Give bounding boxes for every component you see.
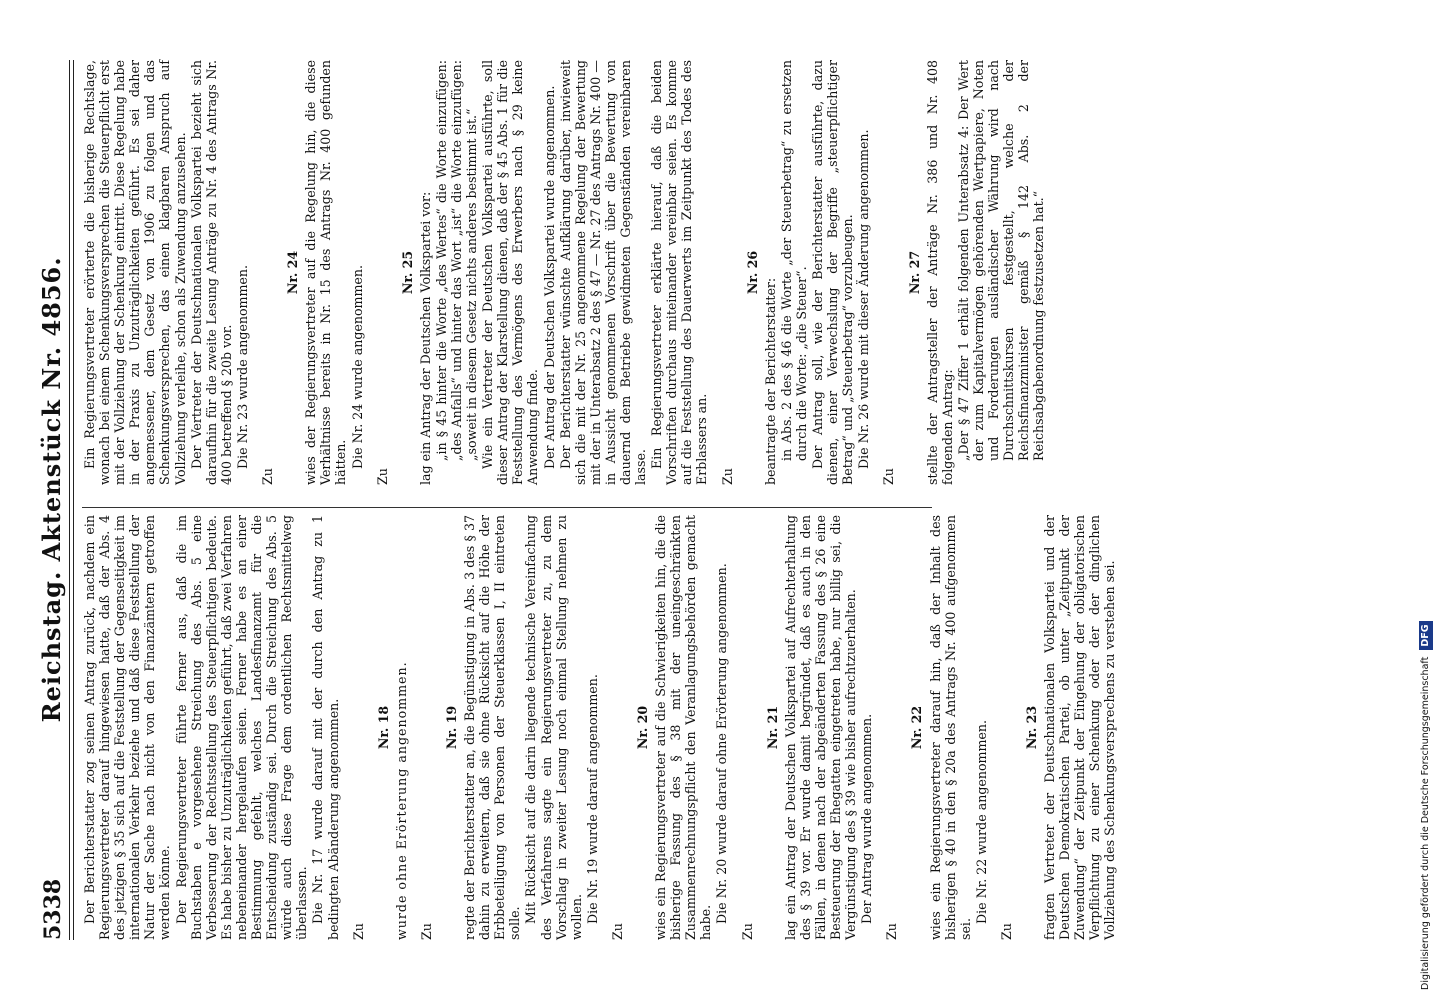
paragraph: regte der Berichterstatter an, die Begünstigung in Abs. 3 des § 37 dahin zu erweitern, daß sie ohne Rücksicht auf die Höhe der Erbbeteiligung von Personen der Steuerklassen I, II eintreten solle. — [462, 515, 523, 940]
section-intro: Zu — [884, 923, 900, 940]
section-heading: Nr. 18 — [375, 705, 391, 750]
section-intro: Zu — [998, 923, 1014, 940]
quoted-motion: „Der § 47 Ziffer 1 erhält folgenden Unterabsatz 4: Der Wert der zum Kapitalvermögen gehörenden Wertpapiere, Noten und Forderungen ausländischer Währung wird nach Durchschnittskursen festgestellt, welche der Reichsfinanzminister gemäß § 142 Abs. 2 der Reichsabgabenordnung festzusetzen hat.“ — [955, 60, 1047, 461]
section-intro: Zu — [739, 923, 755, 940]
page-number: 5338 — [40, 878, 66, 940]
section-intro: Zu — [260, 468, 276, 485]
paragraph: Der Vertreter der Deutschnationalen Volkspartei bezieht sich daraufhin für die zweite Lesung Anträge zu Nr. 4 des Antrags Nr. 400 betreffend § 20b vor. — [188, 60, 234, 485]
paragraph: Mit Rücksicht auf die darin liegende technische Vereinfachung des Verfahrens sagte ein Regierungsvertreter zu, zu dem Vorschlag in zweiter Lesung noch einmal Stellung nehmen zu wollen. — [523, 515, 584, 940]
paragraph: fragten Vertreter der Deutschnationalen Volkspartei und der Deutschen Demokratischen Partei, ob unter „Zeitpunkt der Zuwendung“ der Zeitpunkt der Eingehung der obligatorischen Verpflichtung zu einer Schenkung oder der der dinglichen Vollziehung des Schenkungsversprechens zu verstehen sei. — [1042, 515, 1118, 940]
quoted-motion: in Abs. 2 des § 46 die Worte „der Steuerbetrag“ zu ersetzen durch die Worte: „die Steuer“. — [778, 60, 809, 461]
section-heading: Nr. 21 — [764, 705, 780, 750]
digitization-credit — [1419, 10, 1433, 990]
section-heading: Nr. 19 — [443, 705, 459, 750]
paragraph: stellte der Antragsteller der Anträge Nr. 386 und Nr. 408 folgenden Antrag: — [924, 60, 955, 485]
paragraph: Ein Regierungsvertreter erklärte hierauf, daß die beiden Vorschriften durchaus miteinander vereinbar seien. Es komme auf die Feststellung des Dauerwerts im Zeitpunkt des Todes des Erblassers an. — [649, 60, 710, 485]
page-header — [34, 60, 66, 940]
column-separator — [82, 507, 932, 508]
section-heading: Nr. 27 — [906, 250, 922, 295]
section-intro: Zu — [374, 468, 390, 485]
paragraph: Der Berichterstatter zog seinen Antrag zurück, nachdem ein Regierungsvertreter darauf hingewiesen hatte, daß der Abs. 4 des jetzigen § 35 sich auf die Feststellung der Gegenseitigkeit im internationalen Verkehr beziehe und daß diese Feststellung der Natur der Sache nach nicht von den Finanzämtern getroffen werden könne. — [82, 515, 173, 940]
left-column — [82, 515, 1118, 940]
paragraph: Der Antrag soll, wie der Berichterstatter ausführte, dazu dienen, einer Verwechslung der Begriffe „steuerpflichtiger Betrag“ und „Steuerbetrag“ vorzubeugen. — [810, 60, 856, 485]
paragraph: Die Nr. 17 wurde darauf mit der durch den Antrag zu 1 bedingten Abänderung angenommen. — [310, 515, 341, 940]
quoted-motion: „in § 45 hinter die Worte „des Wertes“ die Worte einzufügen: „des Anfalls“ und hinter das Wort „ist“ die Worte einzufügen: „soweit in diesem Gesetz nichts anderes bestimmt ist.“ — [433, 60, 480, 461]
section-heading: Nr. 25 — [399, 250, 415, 295]
page-title: Reichstag. Aktenstück Nr. 4856. — [37, 256, 66, 723]
paragraph: Die Nr. 24 wurde angenommen. — [349, 265, 365, 469]
paragraph: wurde ohne Erörterung angenommen. — [393, 661, 409, 940]
paragraph: Die Nr. 23 wurde angenommen. — [234, 265, 250, 469]
section-heading: Nr. 20 — [635, 705, 650, 750]
section-intro: Zu — [719, 468, 735, 485]
paragraph: Die Nr. 22 wurde angenommen. — [973, 720, 989, 924]
section-intro: Zu — [881, 468, 897, 485]
section-heading: Nr. 22 — [909, 705, 925, 750]
paragraph: Ein Regierungsvertreter erörterte die bisherige Rechtslage, wonach bei einem Schenkungsversprechen die Steuerpflicht erst mit der Vollziehung der Schenkung eintritt. Diese Regelung habe in der Praxis zu Unzuträglichkeiten geführt. Es sei daher angemessener, dem Gesetz von 1906 zu folgen und das Schenkungsversprechen, das einen klagbaren Anspruch auf Vollziehung verleihe, schon als Zuwendung anzusehen. — [82, 60, 188, 485]
paragraph: Der Antrag wurde angenommen. — [859, 713, 875, 924]
paragraph: beantragte der Berichterstatter: — [762, 277, 778, 485]
section-heading: Nr. 26 — [744, 250, 760, 295]
paragraph: Der Antrag der Deutschen Volkspartei wurde angenommen. — [541, 85, 557, 469]
paragraph: Die Nr. 19 wurde darauf angenommen. — [584, 674, 600, 924]
credit-text: Digitalisierung gefördert durch die Deutsche Forschungsgemeinschaft — [1420, 656, 1431, 990]
paragraph: Die Nr. 20 wurde darauf ohne Erörterung angenommen. — [714, 563, 730, 924]
paragraph: wies der Regierungsvertreter auf die Regelung hin, die diese Verhältnisse bereits in Nr. 15 des Antrags Nr. 400 gefunden hätten. — [303, 60, 349, 485]
section-intro: Zu — [609, 923, 625, 940]
section-intro: Zu — [418, 923, 434, 940]
paragraph: lag ein Antrag der Deutschen Volkspartei vor: — [417, 191, 433, 485]
section-heading: Nr. 24 — [285, 250, 301, 295]
header-rule-thin — [73, 60, 74, 940]
dfg-logo: DFG — [1419, 621, 1433, 649]
paragraph: Der Regierungsvertreter führte ferner aus, daß die im Buchstaben e vorgesehene Streichung des Abs. 5 eine Verbesserung der Rechtsstellung des Steuerpflichtigen bedeute. Es habe bisher zu Unzuträglichkeiten geführt, daß zwei Verfahren nebeneinander hergelaufen seien. Ferner habe es an einer Bestimmung gefehlt, welches Landesfinanzamt für die Entscheidung zuständig sei. Durch die Streichung des Abs. 5 würde auch diese Frage dem ordentlichen Rechtsmittelweg überlassen. — [173, 515, 310, 940]
paragraph: Der Berichterstatter wünschte Aufklärung darüber, inwieweit sich die mit der Nr. 25 angenommene Regelung der Bewertung mit der in Unterabsatz 2 des § 47 — Nr. 27 des Antrags Nr. 400 — in Aussicht genommenen Vorschrift über die Bewertung von dauernd dem Betriebe gewidmeten Gegenständen vereinbaren lasse. — [557, 60, 649, 485]
paragraph: Die Nr. 26 wurde mit dieser Änderung angenommen. — [856, 129, 872, 469]
paragraph: wies ein Regierungsvertreter darauf hin, daß der Inhalt des bisherigen § 40 in den § 20a des Antrags Nr. 400 aufgenommen sei. — [927, 515, 973, 940]
paragraph: lag ein Antrag der Deutschen Volkspartei auf Aufrechterhaltung des § 39 vor. Er wurde damit begründet, daß es auch in den Fällen, in denen nach der abgeänderten Fassung des § 26 eine Besteuerung der Ehegatten eingetreten habe, nur billig sei, die Vergünstigung des § 39 wie bisher aufrechtzuerhalten. — [782, 515, 859, 940]
section-heading: Nr. 23 — [1023, 705, 1039, 750]
right-column — [82, 60, 1047, 485]
credit-text-wrapper — [1419, 10, 1433, 990]
paragraph: Wie ein Vertreter der Deutschen Volkspartei ausführte, soll dieser Antrag der Klarstellung dienen, daß der § 45 Abs. 1 für die Feststellung des Vermögens des Erwerbers nach § 29 keine Anwendung finde. — [480, 60, 541, 485]
section-intro: Zu — [350, 923, 366, 940]
paragraph: wies ein Regierungsvertreter auf die Schwierigkeiten hin, die die bisherige Fassung des § 38 mit der uneingeschränkten Zusammenrechnungspflicht den Veranlagungsbehörden gemacht habe. — [653, 515, 714, 940]
header-rule — [69, 60, 70, 940]
